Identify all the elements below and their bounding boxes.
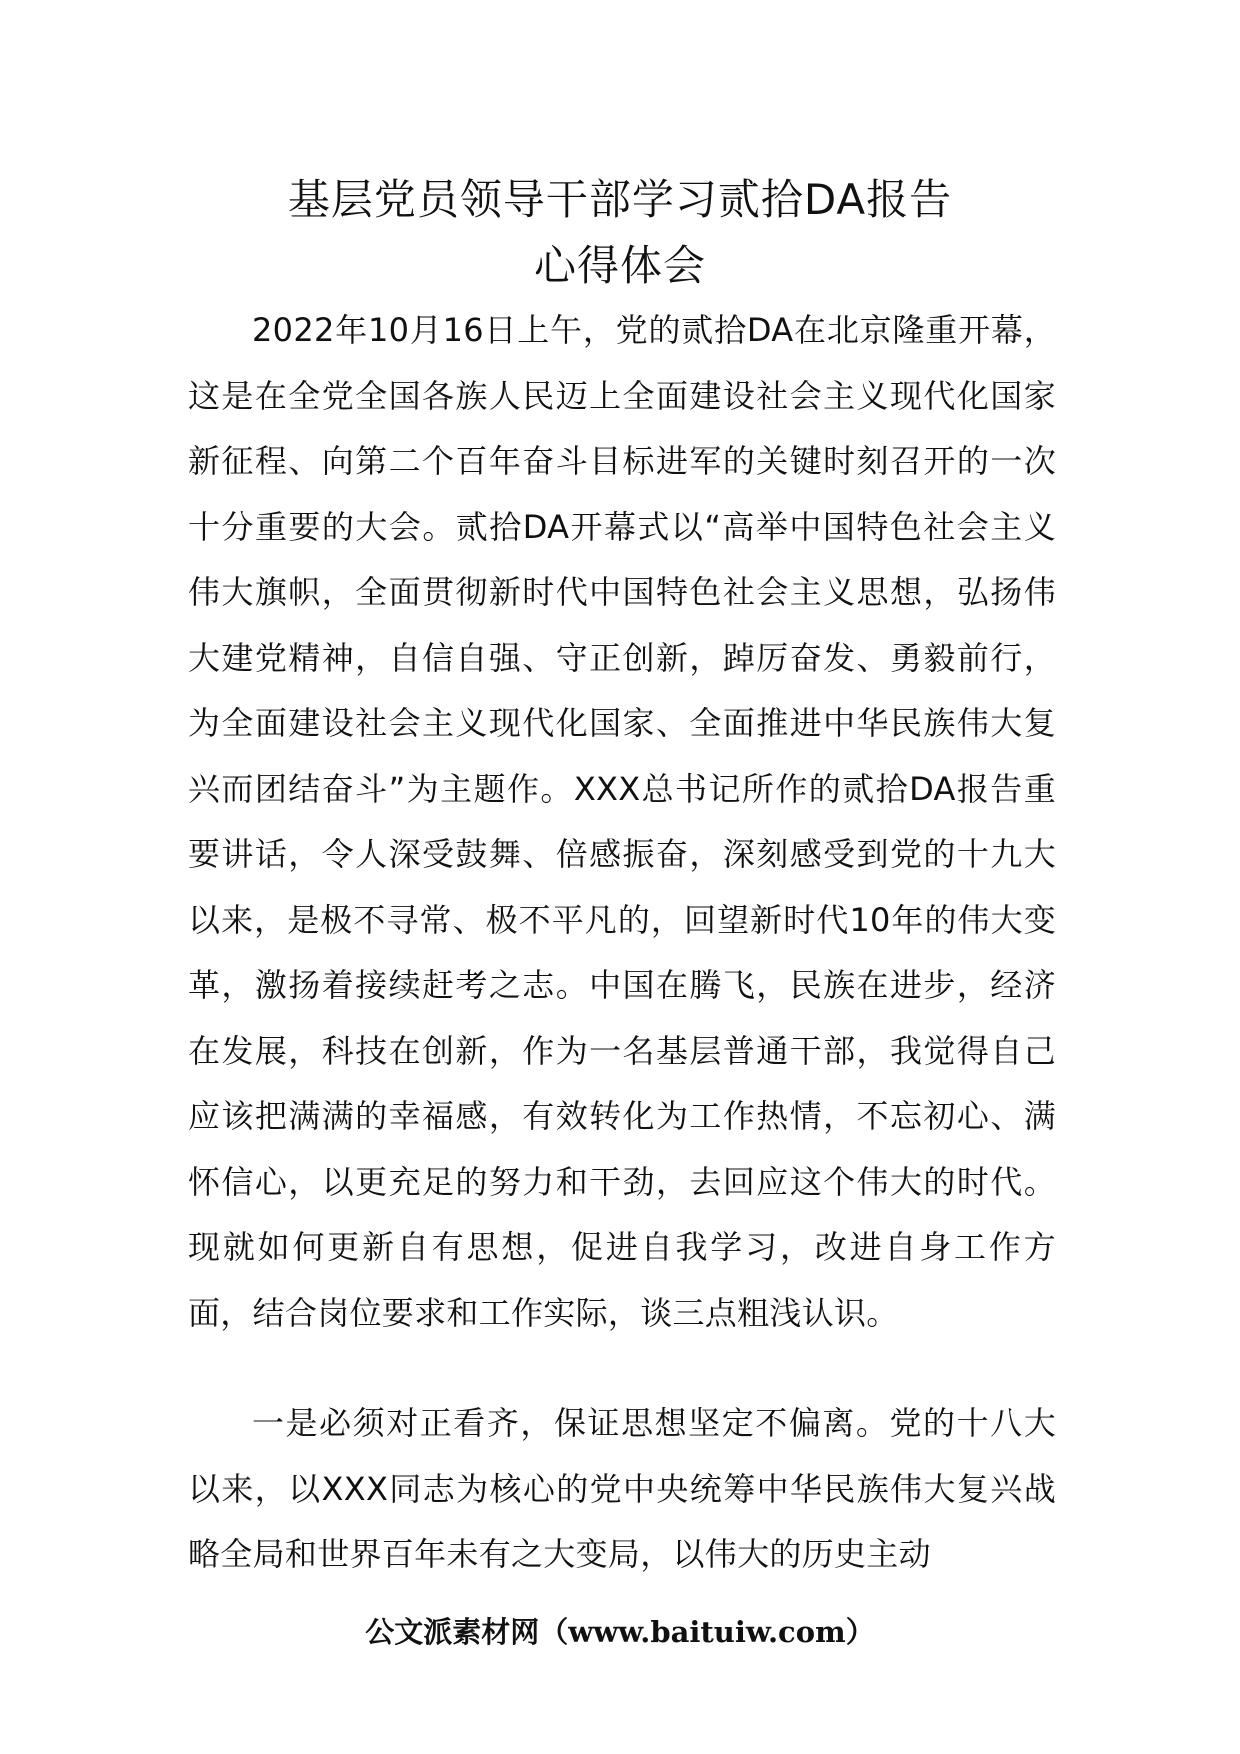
body-paragraph-2: 一是必须对正看齐，保证思想坚定不偏离。党的十八大以来，以XXX同志为核心的党中央统筹中华民族伟大复兴战略全局和世界百年未有之大变局，以伟大的历史主动 [188,1404,1056,1573]
document-title-line1: 基层党员领导干部学习贰拾DA报告 [287,175,953,224]
source-footer: 公文派素材网（www.baituiw.com） [365,1615,875,1649]
body-paragraph-1: 2022年10月16日上午，党的贰拾DA在北京隆重开幕，这是在全党全国各族人民迈上全面建设社会主义现代化国家新征程、向第二个百年奋斗目标进军的关键时刻召开的一次十分重要的大会。贰拾DA开幕式以“高举中国特色社会主义伟大旗帜，全面贯彻新时代中国特色社会主义思想，弘扬伟大建党精神，自信自强、守正创新，踔厉奋发、勇毅前行，为全面建设社会主义现代化国家、全面推进中华民族伟大复兴而团结奋斗”为主题作。XXX总书记所作的贰拾DA报告重要讲话，令人深受鼓舞、倍感振奋，深刻感受到党的十九大以来，是极不寻常、极不平凡的，回望新时代10年的伟大变革，激扬着接续赶考之志。中国在腾飞，民族在进步，经济在发展，科技在创新，作为一名基层普通干部，我觉得自己应该把满满的幸福感，有效转化为工作热情，不忘初心、满怀信心，以更充足的努力和干劲，去回应这个伟大的时代。现就如何更新自有思想，促进自我学习，改进自身工作方面，结合岗位要求和工作实际，谈三点粗浅认识。 [188,311,1056,1332]
document-title-line2: 心得体会 [533,241,706,290]
